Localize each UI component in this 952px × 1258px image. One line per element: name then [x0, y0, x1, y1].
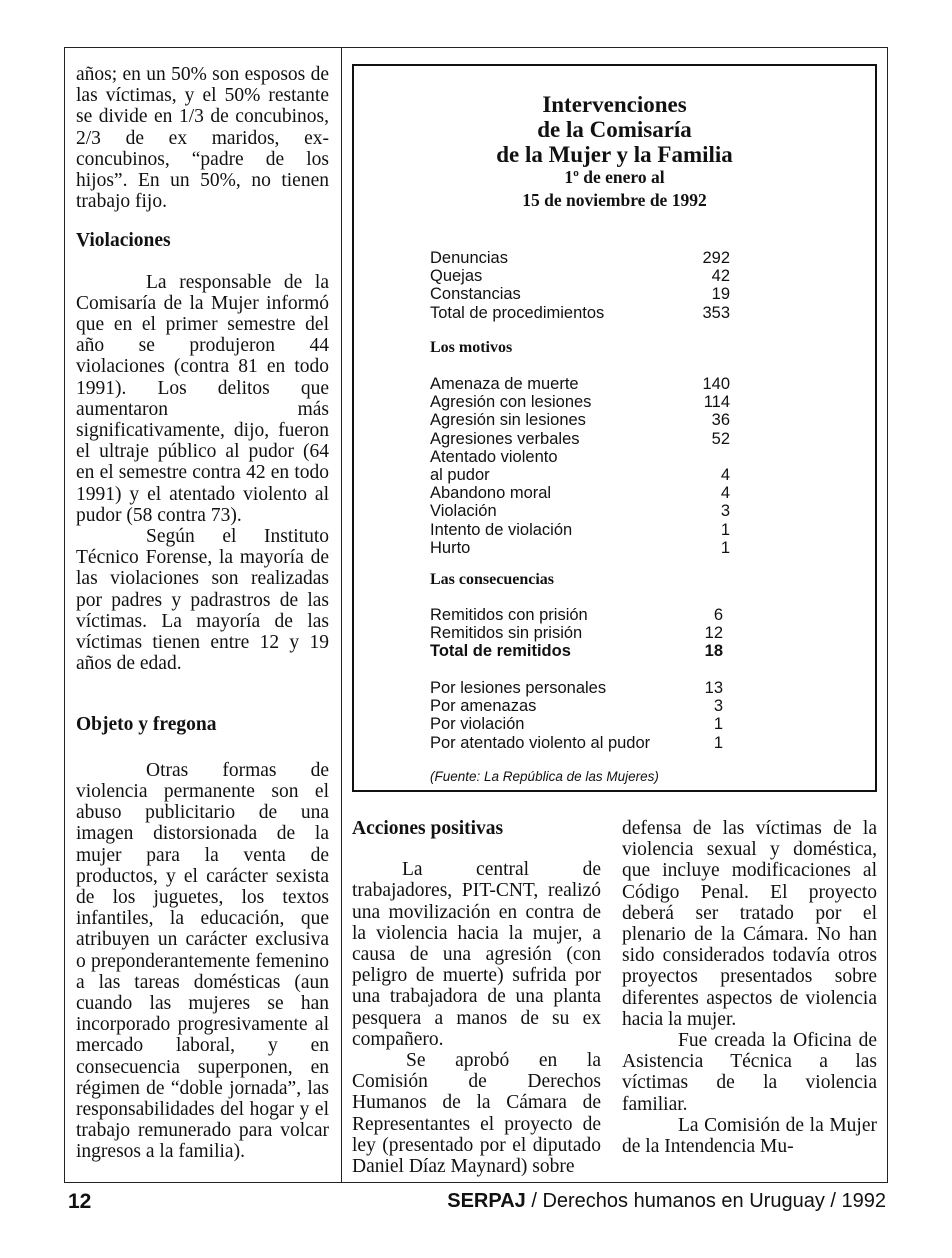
row-label: Por lesiones personales	[430, 679, 607, 697]
row-value: 353	[702, 303, 730, 322]
table-row	[430, 521, 730, 539]
box-date-range	[354, 166, 875, 212]
row-value: 1	[720, 538, 730, 557]
paragraph-pit-cnt: La central de trabajadores, PIT-CNT, realizó una movilización en contra de la violencia hacia la mujer, a causa de una agresión (con peligro de muerte) sufrida por una trabajadora de una planta pesquera a manos de su ex compañero.	[352, 859, 601, 1050]
heading-motivos: Los motivos	[430, 339, 513, 356]
table-row	[430, 606, 723, 624]
row-label: Atentado violento	[430, 447, 558, 466]
row-label: Por amenazas	[430, 697, 537, 716]
column-divider	[341, 47, 342, 1183]
row-label: Abandono moral	[430, 484, 552, 503]
middle-column	[352, 818, 601, 1177]
row-label: Agresión sin lesiones	[430, 411, 586, 430]
row-label: Por violación	[430, 715, 525, 734]
table-procedimientos	[430, 249, 730, 322]
table-row	[430, 502, 730, 520]
table-row	[430, 285, 730, 303]
row-label: Agresión con lesiones	[430, 393, 592, 412]
row-value: 42	[711, 267, 730, 286]
table-row	[430, 304, 730, 322]
row-value: 1	[720, 520, 730, 539]
row-label: Total de remitidos	[430, 642, 571, 661]
table-row	[430, 466, 730, 484]
box-title-line: de la Mujer y la Familia	[496, 142, 733, 167]
heading-consecuencias: Las consecuencias	[430, 571, 554, 588]
paragraph-intro: años; en un 50% son esposos de las víctimas, y el 50% restante se divide en 1/3 de concubinos, 2/3 de ex maridos, ex-concubinos, “padre de los hijos”. En un 50%, no tienen trabajo fijo.	[76, 64, 329, 213]
heading-objeto-fregona: Objeto y fregona	[76, 714, 217, 736]
table-row	[430, 624, 723, 642]
left-column	[76, 64, 329, 1163]
row-label: Remitidos sin prisión	[430, 624, 583, 643]
row-value: 52	[711, 429, 730, 448]
row-value: 1	[713, 733, 723, 752]
row-value: 1	[713, 715, 723, 734]
table-row	[430, 679, 723, 697]
box-date-line: 15 de noviembre de 1992	[522, 190, 707, 210]
table-row	[430, 411, 730, 429]
paragraph-comision-ddhh: Se aprobó en la Comisión de Derechos Humanos de la Cámara de Representantes el proyecto de ley (presentado por el diputado Daniel Díaz Maynard) sobre	[352, 1050, 601, 1178]
row-value: 3	[713, 697, 723, 716]
row-value: 140	[702, 375, 730, 393]
table-row	[430, 539, 730, 557]
statistics-box	[352, 64, 877, 792]
table-row	[430, 715, 723, 733]
table-row	[430, 249, 730, 267]
row-label: Hurto	[430, 538, 471, 557]
row-value: 4	[720, 465, 730, 484]
row-label: Por atentado violento al pudor	[430, 733, 651, 752]
row-label: al pudor	[430, 465, 490, 484]
box-title	[354, 92, 875, 167]
paragraph-instituto: Según el Instituto Técnico Forense, la mayoría de las violaciones son realizadas por padres y padrastros de las víctimas. La mayoría de las víctimas tienen entre 12 y 19 años de edad.	[76, 526, 329, 675]
table-row	[430, 484, 730, 502]
row-label: Remitidos con prisión	[430, 606, 588, 624]
right-column	[622, 818, 877, 1157]
table-row	[430, 393, 730, 411]
paragraph-violaciones: La responsable de la Comisaría de la Mujer informó que en el primer semestre del año se produjeron 44 violaciones (contra 81 en todo 1991). Los delitos que aumentaron más significativamente, dijo, fueron el ultraje público al pudor (64 en el semestre contra 42 en todo 1991) y el atentado violento al pudor (58 contra 73).	[76, 271, 329, 526]
row-value: 19	[711, 285, 730, 304]
table-row	[430, 642, 723, 660]
table-row	[430, 448, 730, 466]
table-row	[430, 697, 723, 715]
row-label: Violación	[430, 502, 497, 521]
paragraph-objeto: Otras formas de violencia permanente son el abuso publicitario de una imagen distorsionada de la mujer para la venta de productos, y el carácter sexista de los juguetes, los textos infantiles, la educación, que atribuyen un carácter exclusiva o preponderantemente femenino a las tareas domésticas (aun cuando las mujeres se han incorporado progresivamente al mercado laboral, y en consecuencia superponen, en régimen de “doble jornada”, las responsabilidades del hogar y el trabajo remunerado para volcar ingresos a la familia).	[76, 759, 329, 1163]
table-row	[430, 430, 730, 448]
box-title-line: Intervenciones	[542, 92, 687, 117]
heading-violaciones: Violaciones	[76, 230, 171, 252]
table-motivos	[430, 375, 730, 557]
paragraph-comision-mujer: La Comisión de la Mujer de la Intendencia Mu-	[622, 1114, 877, 1158]
footer-publisher: SERPAJ	[447, 1190, 526, 1212]
row-value: 36	[711, 411, 730, 430]
source-note: (Fuente: La República de las Mujeres)	[430, 769, 659, 784]
row-value: 18	[704, 642, 723, 661]
box-date-line: 1º de enero al	[564, 167, 665, 187]
table-row	[430, 375, 730, 393]
row-value: 292	[702, 249, 730, 267]
row-label: Denuncias	[430, 249, 508, 267]
box-title-line: de la Comisaría	[537, 117, 692, 142]
row-value: 114	[703, 393, 730, 412]
page-number: 12	[68, 1190, 92, 1213]
row-label: Total de procedimientos	[430, 303, 605, 322]
paragraph-defensa: defensa de las víctimas de la violencia sexual y doméstica, que incluye modificaciones al Código Penal. El proyecto deberá ser tratado por el plenario de la Cámara. No han sido considerados todavía otros proyectos presentados sobre diferentes aspectos de violencia hacia la mujer.	[622, 818, 877, 1030]
table-por	[430, 679, 723, 752]
row-value: 13	[704, 679, 723, 697]
row-value: 12	[704, 624, 723, 643]
row-value: 3	[720, 502, 730, 521]
paragraph-oficina: Fue creada la Oficina de Asistencia Técnica a las víctimas de la violencia familiar.	[622, 1030, 877, 1115]
row-label: Intento de violación	[430, 520, 573, 539]
row-label: Amenaza de muerte	[430, 375, 579, 393]
running-footer	[447, 1190, 886, 1213]
row-label: Agresiones verbales	[430, 429, 580, 448]
row-value: 6	[713, 606, 723, 624]
table-consecuencias	[430, 606, 723, 661]
heading-acciones-positivas: Acciones positivas	[352, 818, 504, 839]
row-label: Constancias	[430, 285, 521, 304]
row-label: Quejas	[430, 267, 483, 286]
table-row	[430, 734, 723, 752]
footer-title: / Derechos humanos en Uruguay / 1992	[525, 1190, 886, 1212]
row-value: 4	[720, 484, 730, 503]
table-row	[430, 267, 730, 285]
